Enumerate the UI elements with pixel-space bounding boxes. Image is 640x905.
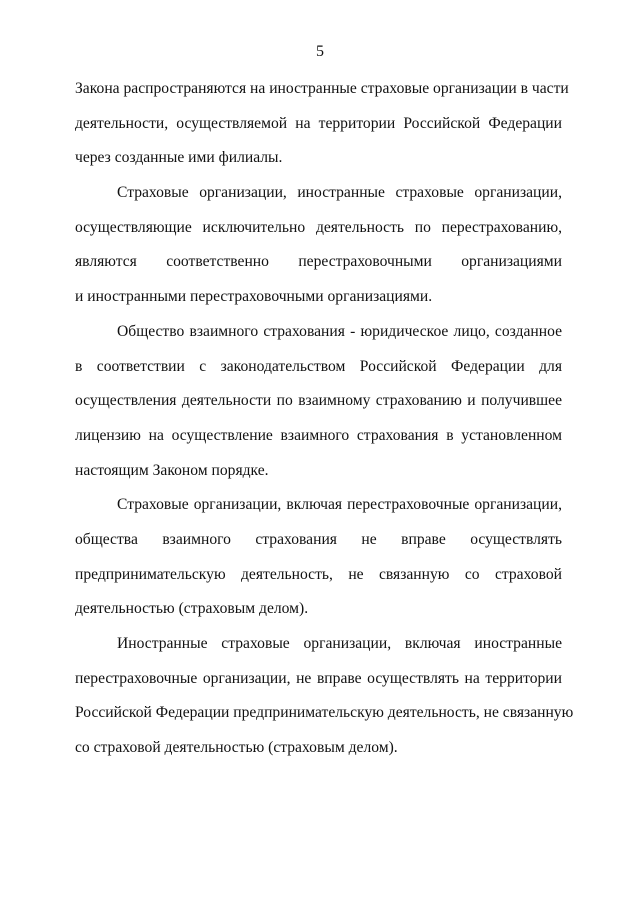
- text-line: деятельностью (страховым делом).: [75, 600, 309, 617]
- text-line: Общество взаимного страхования - юридическое лицо, созданное: [117, 323, 562, 340]
- text-line: через созданные ими филиалы.: [75, 149, 283, 166]
- text-line: осуществляющие исключительно деятельность по перестрахованию,: [75, 219, 562, 236]
- page-number: 5: [316, 43, 324, 60]
- text-line: лицензию на осуществление взаимного страхования в установленном: [75, 427, 562, 444]
- text-line: Страховые организации, включая перестраховочные организации,: [117, 496, 562, 513]
- text-line: Закона распространяются на иностранные страховые организации в части: [75, 80, 569, 97]
- text-line: перестраховочные организации, не вправе осуществлять на территории: [75, 670, 562, 687]
- text-line: деятельности, осуществляемой на территории Российской Федерации: [75, 115, 562, 132]
- text-line: предпринимательскую деятельность, не связанную со страховой: [75, 566, 562, 583]
- text-line: со страховой деятельностью (страховым делом).: [75, 739, 398, 756]
- text-line: Страховые организации, иностранные страховые организации,: [117, 184, 562, 201]
- text-line: осуществления деятельности по взаимному страхованию и получившее: [75, 392, 562, 409]
- text-line: Российской Федерации предпринимательскую деятельность, не связанную: [75, 704, 574, 721]
- text-line: Иностранные страховые организации, включая иностранные: [117, 635, 562, 652]
- text-line: в соответствии с законодательством Российской Федерации для: [75, 358, 562, 375]
- text-line: общества взаимного страхования не вправе осуществлять: [75, 531, 562, 548]
- text-line: настоящим Законом порядке.: [75, 462, 269, 479]
- text-line: являются соответственно перестраховочными организациями: [75, 253, 562, 270]
- text-line: и иностранными перестраховочными организациями.: [75, 288, 433, 305]
